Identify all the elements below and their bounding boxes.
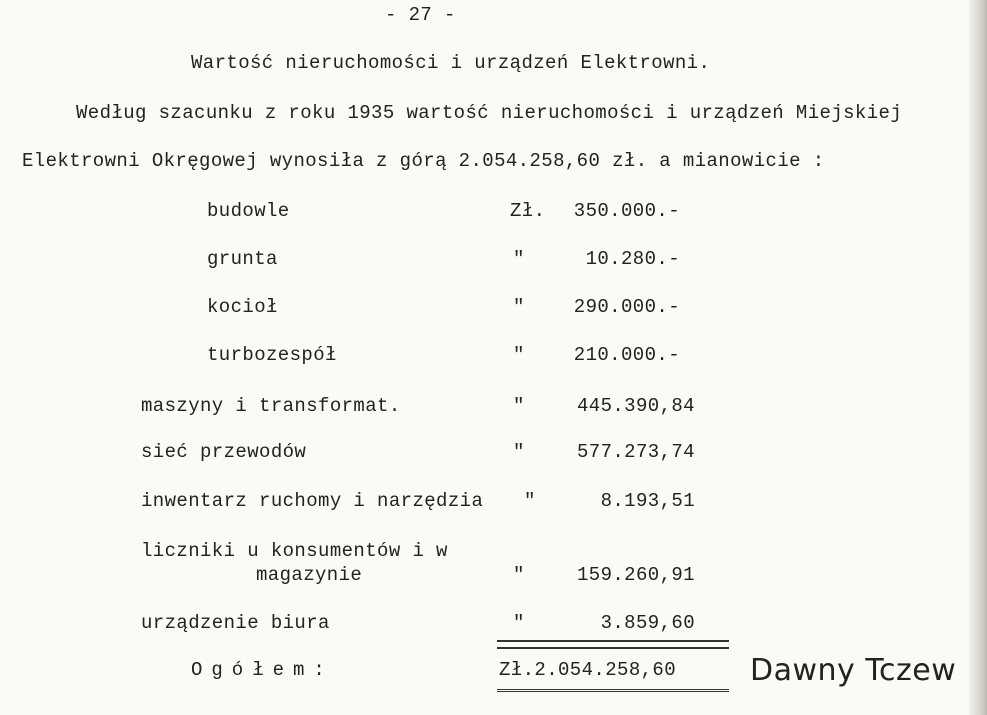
item-currency: " [513, 344, 525, 366]
item-currency: Zł. [510, 200, 546, 222]
page-edge [969, 0, 987, 715]
item-label-continuation: magazynie [256, 564, 363, 586]
item-amount: 350.000.- [573, 200, 680, 222]
item-label: liczniki u konsumentów i w [141, 540, 448, 562]
item-amount: 577.273,74 [576, 441, 695, 463]
item-currency: " [513, 612, 525, 634]
item-label: budowle [207, 200, 290, 222]
item-label: grunta [207, 248, 278, 270]
item-amount: 8.193,51 [600, 490, 695, 512]
intro-line-2: Elektrowni Okręgowej wynosiła z górą 2.054.258,60 zł. a mianowicie : [22, 150, 825, 172]
watermark-text: Dawny Tczew [750, 653, 957, 688]
item-amount: 210.000.- [573, 344, 680, 366]
item-label: inwentarz ruchomy i narzędzia [141, 490, 484, 512]
item-amount: 10.280.- [585, 248, 680, 270]
item-currency: " [513, 395, 525, 417]
sum-rule [497, 640, 729, 642]
item-amount: 3.859,60 [600, 612, 695, 634]
item-currency: " [513, 441, 525, 463]
item-amount: 159.260,91 [576, 564, 695, 586]
item-currency: " [513, 564, 525, 586]
sum-rule [497, 647, 729, 649]
item-label: urządzenie biura [141, 612, 330, 634]
item-currency: " [524, 490, 536, 512]
page-number: - 27 - [385, 4, 456, 26]
item-amount: 445.390,84 [576, 395, 695, 417]
item-label: maszyny i transformat. [141, 395, 401, 417]
document-title: Wartość nieruchomości i urządzeń Elektrowni. [191, 52, 711, 74]
item-label: turbozespół [207, 344, 337, 366]
item-currency: " [513, 296, 525, 318]
item-amount: 290.000.- [573, 296, 680, 318]
item-label: sieć przewodów [141, 441, 307, 463]
intro-line-1: Według szacunku z roku 1935 wartość nieruchomości i urządzeń Miejskiej [76, 102, 903, 124]
item-label: kocioł [207, 296, 278, 318]
total-amount: Zł.2.054.258,60 [499, 659, 677, 681]
total-label: Ogółem: [191, 659, 334, 681]
total-double-rule [497, 689, 729, 692]
item-currency: " [513, 248, 525, 270]
